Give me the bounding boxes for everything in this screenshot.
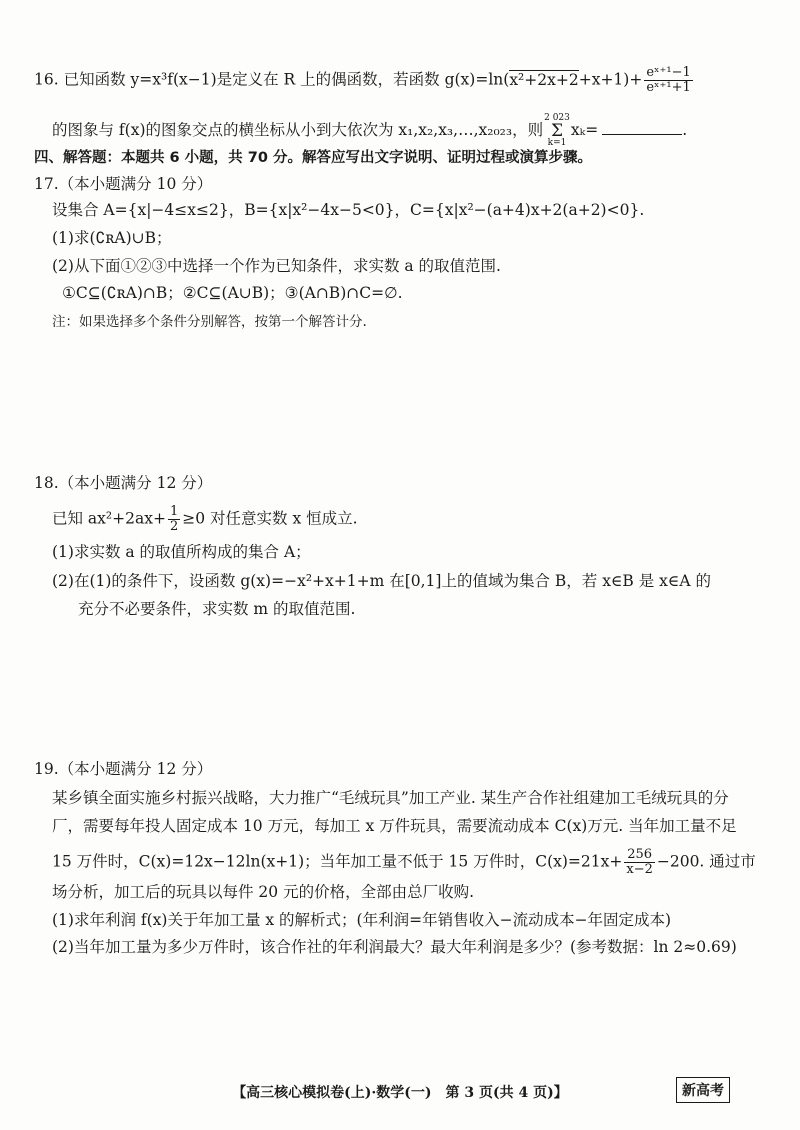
q18-line1 [52,505,358,534]
q19-text-a: 15 万件时，C(x)=12x−12ln(x+1)；当年加工量不低于 15 万件时，C(x)=21x+ [52,852,623,871]
q18-frac-num: 1 [169,504,179,519]
q16-text-a: 16. 已知函数 y=x³f(x−1)是定义在 R 上的偶函数，若函数 g(x)=ln( [34,70,510,89]
q19-line6: (2)当年加工量为多少万件时，该合作社的年利润最大？最大年利润是多少？(参考数据：ln 2≈0.69) [52,938,737,956]
q16-line1 [34,66,695,95]
q17-note: 注：如果选择多个条件分别解答，按第一个解答计分. [52,314,367,330]
q18-head: 18.（本小题满分 12 分） [34,474,213,492]
q17-line4: ①C⊆(∁ʀA)∩B；②C⊆(A∪B)；③(A∩B)∩C=∅. [62,284,403,302]
q19-line5: (1)求年利润 f(x)关于年加工量 x 的解析式；(年利润=年销售收入−流动成本−年固定成本) [52,911,672,929]
q16-sum-bottom: k=1 [547,138,567,148]
q19-line3 [52,848,756,877]
q17-line1: 设集合 A={x|−4≤x≤2}，B={x|x²−4x−5<0}，C={x|x²−(a+4)x+2(a+2)<0}. [52,201,645,219]
q16-sum-top: 2 023 [544,113,570,123]
q19-text-b: −200. 通过市 [656,852,756,871]
q16-fraction [644,66,692,95]
q16-answer-blank[interactable] [602,120,682,135]
q19-head: 19.（本小题满分 12 分） [34,760,213,778]
q19-line4: 场分析，加工后的玩具以每件 20 元的价格，全部由总厂收购. [52,883,475,901]
q19-frac-num: 256 [624,848,655,863]
section-heading: 四、解答题：本题共 6 小题，共 70 分。解答应写出文字说明、证明过程或演算步骤。 [34,150,592,166]
q18-fraction [168,505,180,534]
q19-line2: 厂，需要每年投人固定成本 10 万元，每加工 x 万件玩具，需要流动成本 C(x)万元. 当年加工量不足 [52,817,737,835]
q17-head: 17.（本小题满分 10 分） [34,175,213,193]
q18-frac-den: 2 [169,519,179,534]
q16-sum-sigma: Σ [550,121,563,141]
q16-line2-text: 的图象与 f(x)的图象交点的横坐标从小到大依次为 x₁,x₂,x₃,…,x₂₀₂₃，则 [52,121,544,139]
q18-text-b: ≥0 对任意实数 x 恒成立. [182,509,358,528]
q16-frac-den: eˣ⁺¹+1 [646,80,691,95]
q16-end: . [682,121,688,139]
page-footer: 【高三核心模拟卷(上)·数学(一) 第 3 页(共 4 页)】 [232,1085,568,1101]
q16-sqrt: x²+2x+2 [509,70,579,89]
q16-frac-num: eˣ⁺¹−1 [646,65,691,80]
q16-sum [544,114,570,148]
q19-fraction [624,848,655,877]
q16-text-b: +x+1)+ [578,70,643,89]
q18-line2: (1)求实数 a 的取值所构成的集合 A； [52,543,311,561]
q18-text-a: 已知 ax²+2ax+ [52,509,166,528]
edition-tag: 新高考 [676,1077,730,1103]
q19-line1: 某乡镇全面实施乡村振兴战略，大力推广“毛绒玩具”加工产业. 某生产合作社组建加工毛绒玩具的分 [52,789,729,807]
q17-line2: (1)求(∁ʀA)∪B； [52,229,172,247]
q16-sum-term: xₖ= [570,121,599,139]
q18-line4: 充分不必要条件，求实数 m 的取值范围. [78,600,356,618]
q18-line3: (2)在(1)的条件下，设函数 g(x)=−x²+x+1+m 在[0,1]上的值域为集合 B，若 x∈B 是 x∈A 的 [52,572,712,590]
q19-frac-den: x−2 [626,862,653,877]
q17-line3: (2)从下面①②③中选择一个作为已知条件，求实数 a 的取值范围. [52,257,501,275]
q16-line2 [52,114,687,148]
